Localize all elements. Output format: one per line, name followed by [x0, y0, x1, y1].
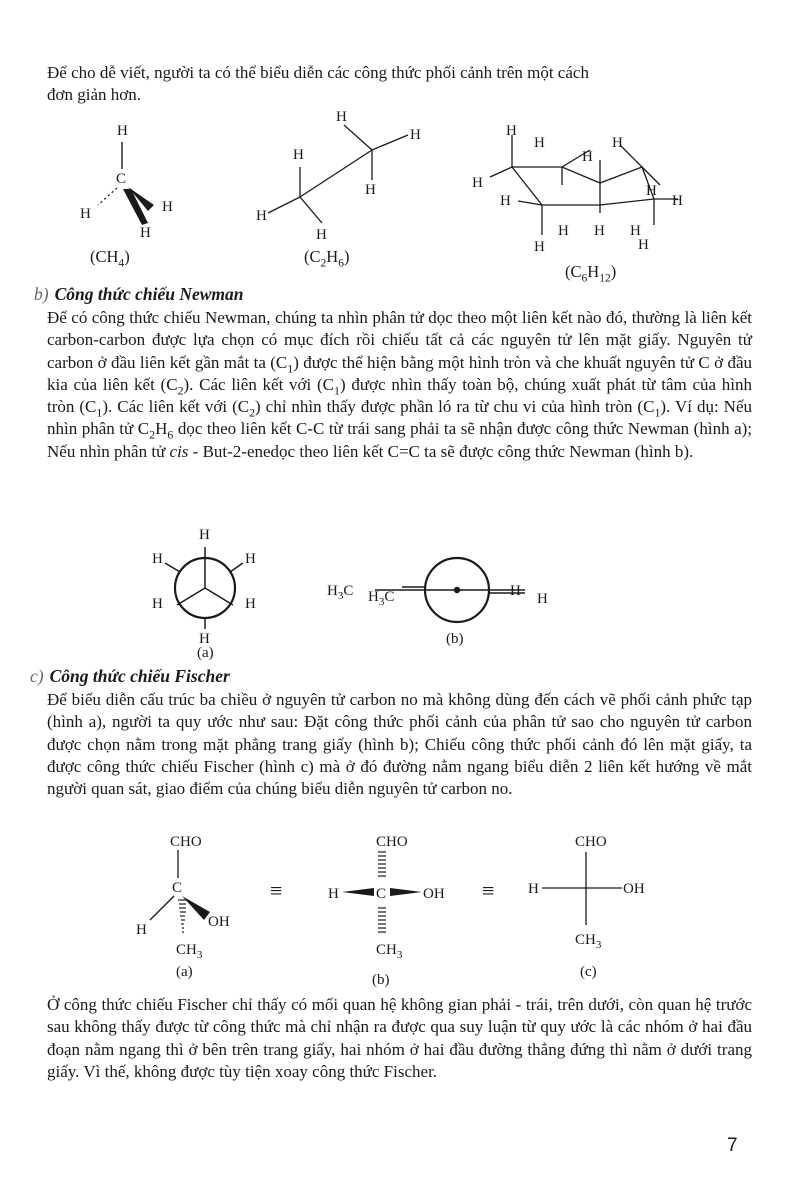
svg-text:CHO: CHO [376, 834, 408, 850]
caption-c6h12: $(C_6H_{12})$ [565, 262, 617, 285]
svg-text:H: H [410, 127, 421, 143]
intro-paragraph [47, 62, 752, 107]
svg-text:(a): (a) [176, 964, 193, 980]
svg-text:H: H [256, 208, 267, 224]
svg-text:H: H [528, 881, 539, 897]
svg-text:H: H [646, 183, 657, 199]
intro-line-1: Để cho dễ viết, người ta có thể biểu diễn các công thức phối cảnh trên một cách [47, 63, 589, 82]
svg-text:CH3: $CH_3$ [376, 942, 403, 961]
svg-text:(c): (c) [580, 964, 597, 980]
svg-text:H: H [316, 227, 327, 243]
svg-text:H: H [534, 135, 545, 151]
svg-text:H: H [117, 123, 128, 139]
newman-ethane-atoms [152, 527, 256, 647]
svg-text:H: H [80, 206, 91, 222]
svg-text:H: H [472, 175, 483, 191]
svg-text:H: H [500, 193, 511, 209]
closing-paragraph: Ở công thức chiếu Fischer chỉ thấy có mối quan hệ không gian phải - trái, trên dưới, còn quan hệ trước sau không thấy được từ công thức mà chỉ nhận ra được qua suy luận từ quy ước là các nhóm ở hai đầu đoạn nằm ngang thì ở bên trên trang giấy, hai nhóm ở hai đầu đường thẳng đứng thì nằm ở dưới trang giấy. Vì thế, không được tùy tiện xoay công thức Fischer. [47, 995, 753, 1081]
svg-text:CH3: $CH_3$ [176, 942, 203, 961]
section-c-heading: c) Công thức chiếu Fischer [30, 666, 230, 686]
svg-text:H: H [245, 551, 256, 567]
svg-text:OH: OH [623, 881, 645, 897]
svg-text:H3C: $H_3C$ [368, 589, 395, 608]
svg-text:H: H [582, 149, 593, 165]
section-c-paragraph: Để biểu diễn cấu trúc ba chiều ở nguyên tử carbon no mà không dùng đến cách vẽ phối cảnh phức tạp (hình a), người ta quy ước như sau: Đặt công thức phối cảnh của phân tử sao cho nguyên tử carbon được chọn nằm trong mặt phẳng trang giấy (hình b); Chiếu công thức phối cảnh đó lên mặt giấy, ta được công thức chiếu Fischer (hình c) mà ở đó đường nằm ngang biểu diễn 2 liên kết hướng về mắt người quan sát, giao điểm của chúng biểu diễn nguyên tử carbon no. [47, 690, 753, 799]
fischer-figures [120, 830, 680, 990]
svg-text:CHO: CHO [170, 834, 202, 850]
intro-line-2: đơn giản hơn. [47, 85, 141, 105]
page-number: 7 [727, 1135, 738, 1156]
svg-text:OH: OH [208, 914, 230, 930]
equivalence-sign-1: ≡ [270, 878, 283, 903]
svg-text:H: H [537, 591, 548, 607]
caption-c2h6: $(C_2H_6)$ [304, 247, 350, 270]
section-b-paragraph: Để có công thức chiếu Newman, chúng ta nhìn phân tử dọc theo một liên kết nào đó, thường là liên kết carbon-carbon được lựa chọn có mục đích rồi chiếu tất cả các nguyên tử lên mặt giấy. Nguyên tử carbon ở đầu liên kết gần mắt ta $(C_1)$ được thể hiện bằng một hình tròn và che khuất nguyên tử C ở đầu kia của liên kết $(C_2)$. Các liên kết với $(C_1)$ được nhìn thấy toàn bộ, chúng xuất phát từ tâm của hình tròn $(C_1)$. Các liên kết với $(C_2)$ chỉ nhìn thấy được phần ló ra từ chu vi của hình tròn $(C_1)$. Ví dụ: Nếu nhìn phân tử $C_2H_6$ dọc theo liên kết C-C từ trái sang phải ta sẽ nhận được công thức Newman (hình a); Nếu nhìn phân tử cis - But-2-enedọc theo liên kết C=C ta sẽ được công thức Newman (hình b). [47, 308, 753, 461]
svg-text:H: H [336, 109, 347, 125]
section-b-heading: b) Công thức chiếu Newman [34, 284, 244, 304]
ethane-structure [256, 109, 421, 243]
svg-text:H: H [136, 922, 147, 938]
svg-text:H: H [245, 596, 256, 612]
newman-caption-a: (a) [197, 645, 214, 661]
svg-text:H: H [612, 135, 623, 151]
svg-text:CH3: $CH_3$ [575, 932, 602, 951]
caption-ch4: $(CH_4)$ [90, 247, 130, 270]
fischer-a [136, 834, 230, 980]
svg-text:C: C [116, 171, 127, 187]
svg-text:H: H [293, 147, 304, 163]
svg-text:H3C: $H_3C$ [327, 583, 354, 602]
fischer-c [528, 834, 645, 980]
svg-text:C: C [172, 880, 183, 896]
svg-text:H: H [672, 193, 683, 209]
newman-figures [140, 525, 580, 665]
newman-butene [375, 558, 525, 622]
svg-text:H: H [630, 223, 641, 239]
svg-text:C: C [376, 886, 387, 902]
svg-text:H: H [140, 225, 151, 241]
svg-text:(b): (b) [372, 972, 390, 988]
svg-text:OH: OH [423, 886, 445, 902]
newman-ethane [165, 547, 243, 629]
svg-text:H: H [199, 631, 210, 647]
newman-butene-labels [327, 583, 548, 608]
svg-text:H: H [506, 123, 517, 139]
svg-text:H: H [594, 223, 605, 239]
newman-caption-b: (b) [446, 631, 464, 647]
svg-text:H: H [152, 551, 163, 567]
svg-text:CHO: CHO [575, 834, 607, 850]
svg-text:H: H [365, 182, 376, 198]
svg-text:H: H [162, 199, 173, 215]
svg-text:H: H [152, 596, 163, 612]
svg-text:H: H [510, 583, 521, 599]
equivalence-sign-2: ≡ [482, 878, 495, 903]
methane-structure [80, 123, 173, 241]
svg-text:H: H [328, 886, 339, 902]
svg-text:H: H [638, 237, 649, 253]
cyclohexane-atoms [472, 123, 683, 255]
fischer-b [328, 834, 445, 988]
svg-text:H: H [199, 527, 210, 543]
svg-text:H: H [534, 239, 545, 255]
svg-text:H: H [558, 223, 569, 239]
